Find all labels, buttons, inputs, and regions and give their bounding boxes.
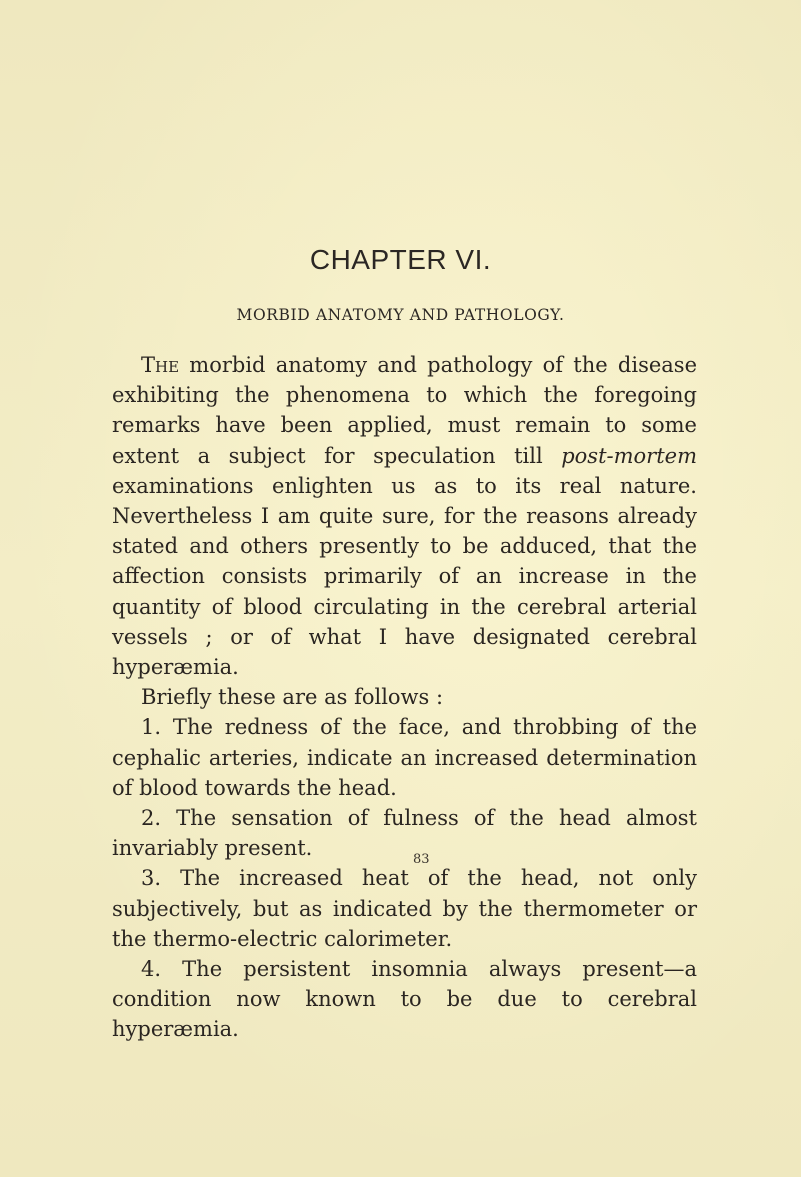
list-item: 2. The sensation of fulness of the head almost invariably present. — [112, 806, 697, 861]
list-item: 4. The persistent insomnia always present—a condition now known to be due to cerebral hyperæmia. — [112, 957, 697, 1042]
chapter-heading: CHAPTER VI. — [309, 244, 492, 275]
lead-word: The — [141, 353, 180, 377]
list-item: 3. The increased heat of the head, not only subjectively, but as indicated by the thermometer or the thermo-electric calorimeter. — [112, 866, 697, 951]
summary-paragraph: Briefly these are as follows : — [141, 685, 444, 710]
section-title: MORBID ANATOMY AND PATHOLOGY. — [236, 306, 565, 324]
body-text — [112, 350, 697, 1045]
list-item: 1. The redness of the face, and throbbing of the cephalic arteries, indicate an increased determination of blood towards the head. — [112, 715, 697, 800]
intro-text-part-2: examinations enlighten us as to its real nature. Nevertheless I am quite sure, for the reasons already stated and others presently to be adduced, that the affection consists primarily of an increase in the quantity of blood circulating in the cerebral arterial vessels ; or of what I have designated cerebral hyperæmia. — [112, 473, 697, 680]
intro-italic-term: post-mortem — [561, 443, 697, 468]
intro-text-part-1: morbid anatomy and pathology of the disease exhibiting the phenomena to which the foregoing remarks have been applied, must remain to some extent a subject for speculation till — [112, 353, 697, 468]
page-number: 83 — [413, 852, 430, 867]
intro-paragraph — [112, 350, 697, 682]
